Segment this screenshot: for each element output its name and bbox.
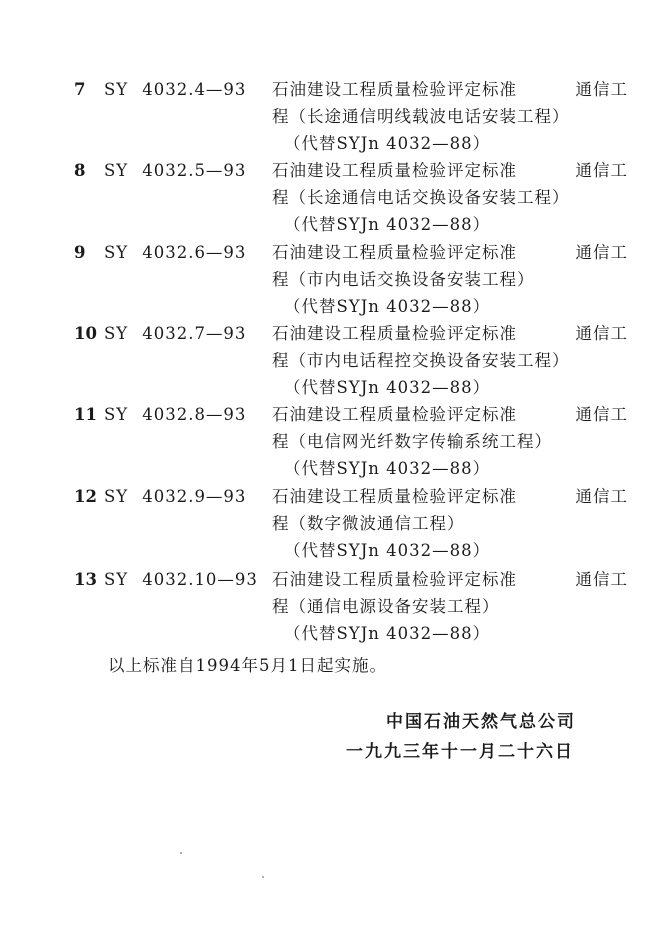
issue-date: 一九九三年十一月二十六日 bbox=[346, 742, 574, 762]
replaces-note: （代替SYJn 4032—88） bbox=[284, 624, 491, 643]
standard-title: 石油建设工程质量检验评定标准 通信工 bbox=[272, 401, 634, 428]
standard-subtitle: 程（通信电源设备安装工程） bbox=[272, 597, 500, 616]
standard-category: 通信工 bbox=[575, 80, 628, 99]
replaces-note: （代替SYJn 4032—88） bbox=[284, 297, 491, 316]
replaces-note: （代替SYJn 4032—88） bbox=[284, 459, 491, 478]
entry-number: 11 bbox=[74, 405, 97, 424]
standard-category: 通信工 bbox=[575, 161, 628, 180]
standard-category: 通信工 bbox=[575, 324, 628, 343]
entry-number: 9 bbox=[74, 243, 86, 262]
standard-title: 石油建设工程质量检验评定标准 通信工 bbox=[272, 566, 634, 593]
standard-subtitle: 程（市内电话交换设备安装工程） bbox=[272, 270, 535, 289]
issuing-organization: 中国石油天然气总公司 bbox=[386, 712, 576, 732]
standard-category: 通信工 bbox=[575, 570, 628, 589]
standard-code: SY 4032.6—93 bbox=[104, 243, 247, 262]
standard-title: 石油建设工程质量检验评定标准 通信工 bbox=[272, 239, 634, 266]
standard-title: 石油建设工程质量检验评定标准 通信工 bbox=[272, 76, 634, 103]
entry-number: 13 bbox=[74, 570, 97, 589]
standard-code: SY 4032.9—93 bbox=[104, 487, 247, 506]
standard-code: SY 4032.7—93 bbox=[104, 324, 247, 343]
standard-category: 通信工 bbox=[575, 487, 628, 506]
standard-subtitle: 程（长途通信明线载波电话安装工程） bbox=[272, 107, 570, 126]
replaces-note: （代替SYJn 4032—88） bbox=[284, 378, 491, 397]
standard-subtitle: 程（市内电话程控交换设备安装工程） bbox=[272, 351, 570, 370]
entry-number: 8 bbox=[74, 161, 86, 180]
standard-category: 通信工 bbox=[575, 243, 628, 262]
effective-date-note: 以上标准自1994年5月1日起实施。 bbox=[108, 656, 387, 675]
standard-subtitle: 程（数字微波通信工程） bbox=[272, 514, 465, 533]
entry-number: 7 bbox=[74, 80, 86, 99]
standard-subtitle: 程（电信网光纤数字传输系统工程） bbox=[272, 432, 552, 451]
replaces-note: （代替SYJn 4032—88） bbox=[284, 134, 491, 153]
standard-title: 石油建设工程质量检验评定标准 通信工 bbox=[272, 483, 634, 510]
standard-title: 石油建设工程质量检验评定标准 通信工 bbox=[272, 157, 634, 184]
standard-category: 通信工 bbox=[575, 405, 628, 424]
replaces-note: （代替SYJn 4032—88） bbox=[284, 215, 491, 234]
standard-code: SY 4032.4—93 bbox=[104, 80, 247, 99]
entry-number: 10 bbox=[74, 324, 97, 343]
standard-code: SY 4032.5—93 bbox=[104, 161, 247, 180]
standard-code: SY 4032.10—93 bbox=[104, 570, 258, 589]
standard-subtitle: 程（长途通信电话交换设备安装工程） bbox=[272, 188, 570, 207]
entry-number: 12 bbox=[74, 487, 97, 506]
standard-code: SY 4032.8—93 bbox=[104, 405, 247, 424]
scan-speck bbox=[180, 852, 182, 854]
scan-speck bbox=[262, 876, 264, 878]
standard-title: 石油建设工程质量检验评定标准 通信工 bbox=[272, 320, 634, 347]
replaces-note: （代替SYJn 4032—88） bbox=[284, 541, 491, 560]
